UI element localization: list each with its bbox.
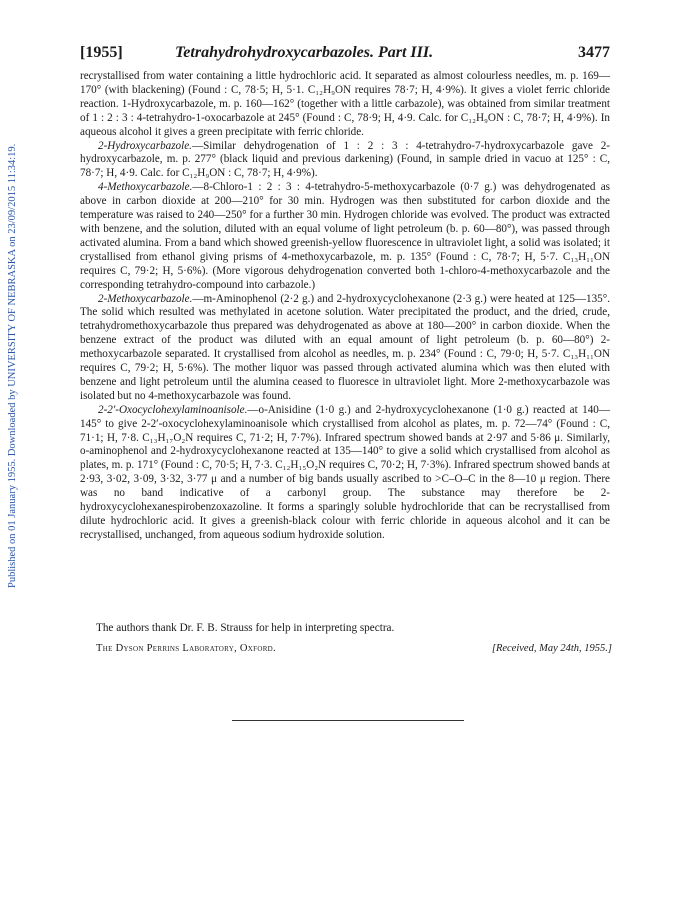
paragraph-3 xyxy=(80,181,610,292)
end-rule xyxy=(232,720,464,721)
laboratory-address: The Dyson Perrins Laboratory, Oxford. xyxy=(96,643,276,654)
paragraph-5 xyxy=(80,404,610,543)
paragraph-4 xyxy=(80,293,610,404)
paragraph-3-text: —8-Chloro-1 : 2 : 3 : 4-tetrahydro-5-methoxycarbazole (0·7 g.) was dehydrogenated as above in carbon dioxide at 200—210° for 30 min. Hydrogen was then substituted for carbon dioxide and the temperature was raised to 240—250° for a further 30 min. Hydrogen chloride was evolved. The product was extracted with benzene, and the solution, diluted with an equal volume of light petroleum (b. p. 60—80°), was passed through activated alumina. From a band which showed greenish-yellow fluorescence in ultraviolet light, a solid was isolated; it crystallised from ethanol giving prisms of 4-methoxycarbazole, m. p. 135° (Found : C, 78·7; H, 5·7. C₁₃H₁₁ON requires C, 79·2; H, 5·6%). (More vigorous dehydrogenation converted both 1-chloro-4-methoxycarbazole and the corresponding tetrahydro-compound into carbazole.) xyxy=(80,181,610,291)
page-header xyxy=(80,44,610,64)
section-title-2-methoxycarbazole: 2-Methoxycarbazole. xyxy=(98,292,193,305)
section-title-2-hydroxycarbazole: 2-Hydroxycarbazole. xyxy=(98,139,192,152)
page-number: 3477 xyxy=(578,44,610,61)
section-title-4-methoxycarbazole: 4-Methoxycarbazole. xyxy=(98,181,193,194)
article-body xyxy=(80,70,610,543)
header-year: [1955] xyxy=(80,44,123,61)
section-title-oxocyclohexylaminoanisole: 2-2′-Oxocyclohexylaminoanisole. xyxy=(98,403,248,416)
download-sidebar xyxy=(0,0,26,912)
paragraph-4-text: —m-Aminophenol (2·2 g.) and 2-hydroxycyclohexanone (2·3 g.) were heated at 125—135°. The solid which resulted was methylated in acetone solution. Water precipitated the product, and the dried, crude, tetrahydromethoxycarbazole thus prepared was dehydrogenated as above at 180—200° in carbon dioxide. When the benzene extract of the product was diluted with an equal amount of light petroleum (b. p. 60—80°) 2-methoxycarbazole separated. It crystallised from alcohol as needles, m. p. 234° (Found : C, 79·0; H, 5·7. C₁₃H₁₁ON requires C, 79·2; H, 5·6%). The mother liquor was passed through activated alumina which was then eluted with benzene and light petroleum until the alumina ceased to fluoresce in ultraviolet light. More 2-methoxycarbazole was isolated but no 4-methoxycarbazole was found. xyxy=(80,292,610,402)
paragraph-1: recrystallised from water containing a little hydrochloric acid. It separated as almost colourless needles, m. p. 169—170° (with blackening) (Found : C, 78·5; H, 5·1. C₁₂H₉ON requires 78·7; H, 4·9%). It gives a violet ferric chloride reaction. 1-Hydroxycarbazole, m. p. 160—162° (together with a little carbazole), was obtained from similar treatment of 1 : 2 : 3 : 4-tetrahydro-1-oxocarbazole at 245° (Found : C, 78·9; H, 4·9. Calc. for C₁₂H₉ON : C, 78·7; H, 4·9%). In aqueous alcohol it gives a green precipitate with ferric chloride. xyxy=(80,70,610,138)
download-notice: Published on 01 January 1955. Downloaded by UNIVERSITY OF NEBRASKA on 23/09/2015 11:34:19. xyxy=(7,143,18,588)
received-date: [Received, May 24th, 1955.] xyxy=(491,643,612,654)
header-title: Tetrahydrohydroxycarbazoles. Part III. xyxy=(175,44,434,61)
paragraph-2 xyxy=(80,140,610,182)
acknowledgement: The authors thank Dr. F. B. Strauss for help in interpreting spectra. xyxy=(96,622,395,634)
paragraph-2-text: —Similar dehydrogenation of 1 : 2 : 3 : 4-tetrahydro-7-hydroxycarbazole gave 2-hydroxycarbazole, m. p. 277° (black liquid and previous darkening) (Found, in sample dried in vacuo at 125° : C, 78·7; H, 4·9. Calc. for C₁₂H₉ON : C, 78·7; H, 4·9%). xyxy=(80,139,610,180)
paragraph-5-text: —o-Anisidine (1·0 g.) and 2-hydroxycyclohexanone (1·0 g.) reacted at 140—145° to give 2-2′-oxocyclohexylaminoanisole which crystallised from alcohol as plates, m. p. 72—74° (Found : C, 71·1; H, 7·8. C₁₃H₁₇O₂N requires C, 71·2; H, 7·7%). Infrared spectrum showed bands at 2·97 and 5·86 μ. Similarly, o-aminophenol and 2-hydroxycyclohexanone reacted at 135—140° to give a solid which crystallised from alcohol as plates, m. p. 171° (Found : C, 70·5; H, 7·3. C₁₂H₁₅O₂N requires C, 70·2; H, 7·3%). Infrared spectrum showed bands at 2·93, 3·02, 3·09, 3·32, 3·77 μ and a number of big bands usually ascribed to >C–O–C in the 8—10 μ region. There was no band indicative of a carbonyl group. The substance may therefore be 2-hydroxycyclohexanespirobenzoxazoline. It forms a sparingly soluble hydrochloride that can be recrystallised from dilute hydrochloric acid. It gives a greenish-black colour with ferric chloride in aqueous alcohol and it can be recrystallised, unchanged, from aqueous sodium hydroxide solution. xyxy=(80,403,610,541)
